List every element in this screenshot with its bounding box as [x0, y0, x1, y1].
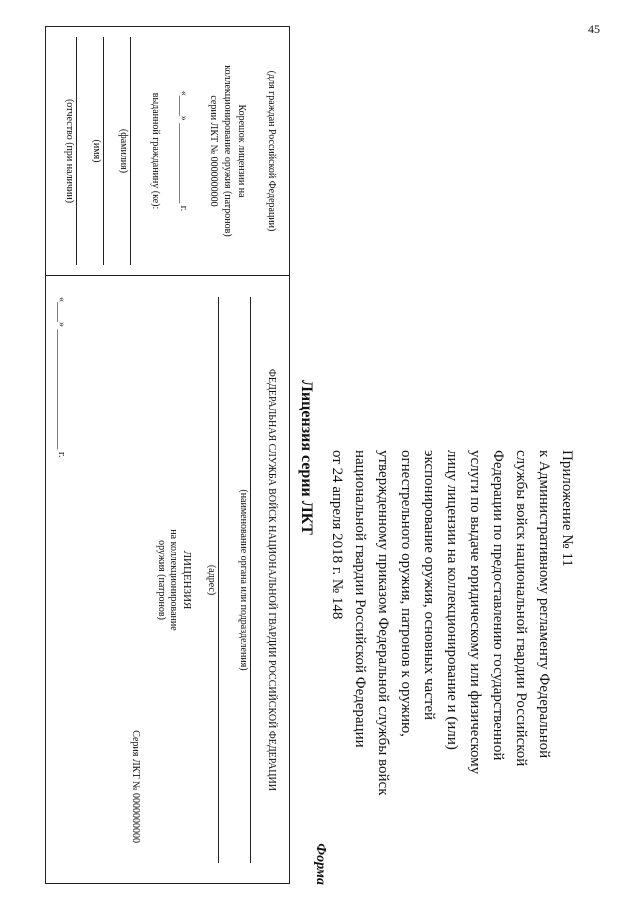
appendix-line: Приложение № 11: [559, 450, 575, 567]
license-purpose: на коллекционирование: [168, 529, 179, 631]
stub-title-line2: коллекционирование оружия (патронов): [222, 65, 233, 237]
license-date: «____» ________________________ г.: [56, 297, 67, 458]
unit-caption: (наименование органа или подразделения): [238, 489, 249, 671]
appendix-heading: [325, 450, 578, 890]
license-stub: [46, 27, 289, 276]
appendix-line: Федерации по предоставлению государственной: [490, 450, 506, 761]
appendix-line: к Административному регламенту Федеральной: [536, 450, 552, 759]
unit-line: [250, 297, 251, 863]
license-word: ЛИЦЕНЗИЯ: [181, 550, 193, 610]
surname-line: [130, 37, 131, 265]
stub-for-citizens: (для граждан Российской Федерации): [266, 70, 277, 232]
appendix-line: услуги по выдаче юридическому или физическому: [467, 450, 483, 775]
stub-serial: серии ЛКТ № 0000000000: [208, 95, 219, 207]
license-purpose-2: оружия (патронов): [156, 540, 167, 620]
stub-issued-to: выданной гражданину (ке):: [150, 92, 161, 210]
page-number: 45: [588, 22, 600, 36]
stub-title-line1: Корешок лицензии на: [236, 104, 247, 198]
patronymic-caption: (отчество (при наличии): [64, 98, 75, 204]
license-main: [46, 277, 289, 883]
name-caption: (имя): [91, 139, 102, 163]
name-line: [103, 37, 104, 265]
license-form-table: [45, 26, 290, 884]
appendix-line: лицу лицензии на коллекционирование и (или): [444, 450, 460, 750]
appendix-line: службы войск национальной гвардии Российской: [513, 450, 529, 767]
appendix-line: национальной гвардии Российской Федерации: [352, 450, 368, 748]
document-title: Лицензия серии ЛКТ: [298, 380, 315, 535]
appendix-line: от 24 апреля 2018 г. № 148: [329, 450, 345, 620]
address-caption: (адрес): [206, 564, 217, 596]
appendix-line: экспонирование оружия, основных частей: [421, 450, 437, 721]
rotated-page-content: [40, 20, 600, 895]
appendix-line: огнестрельного оружия, патронов к оружию,: [398, 450, 414, 737]
appendix-line: утвержденному приказом Федеральной службы войск: [375, 450, 391, 796]
stub-date: «____» ________________ г.: [178, 90, 189, 212]
address-line: [218, 297, 219, 863]
agency-name: ФЕДЕРАЛЬНАЯ СЛУЖБА ВОЙСК НАЦИОНАЛЬНОЙ ГВАРДИИ РОССИЙСКОЙ ФЕДЕРАЦИИ: [266, 369, 277, 791]
patronymic-line: [76, 37, 77, 265]
form-label: Форма: [313, 843, 328, 885]
license-serial: Серия ЛКТ № 0000000000: [130, 730, 141, 843]
surname-caption: (фамилия): [118, 128, 129, 174]
